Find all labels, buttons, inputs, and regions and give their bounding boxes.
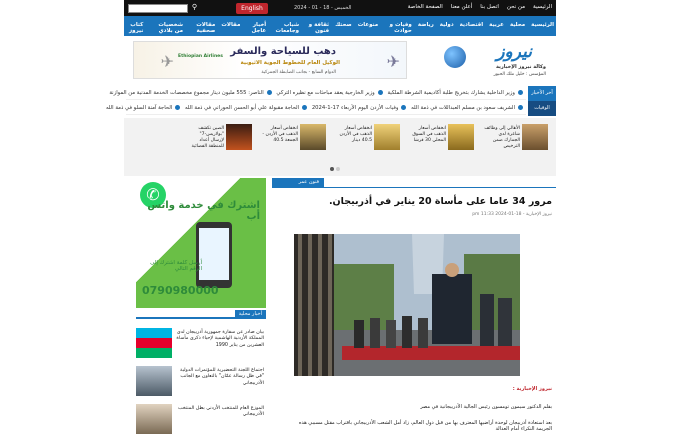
whatsapp-headline: اشترك في خدمة واتس أب bbox=[147, 200, 260, 222]
banner-title: دهب للسياحة والسفر bbox=[230, 46, 336, 57]
card-thumbnail bbox=[522, 124, 548, 150]
slider-card[interactable] bbox=[188, 124, 252, 168]
banner-subtitle: الوكيل العام للخطوط الجوية الاثيوبية bbox=[240, 60, 340, 66]
article-paragraph: بقلم الدكتور سيمون تومسون رئيس الجالية الأذربيجانية في مصر bbox=[420, 404, 552, 410]
ticker-row-latest bbox=[109, 87, 526, 100]
wreath-ceremony-photo bbox=[294, 234, 520, 376]
ticker-item[interactable]: وفيات الأردن اليوم الأربعاء 17-1-2024 bbox=[311, 105, 399, 111]
bullet-icon bbox=[401, 105, 406, 110]
nav-item[interactable]: ثقافة و فنون bbox=[308, 22, 330, 34]
search-icon[interactable]: ⚲ bbox=[191, 3, 197, 11]
bullet-icon bbox=[378, 90, 383, 95]
news-thumbnail bbox=[136, 404, 172, 434]
nav-item[interactable]: أخبار عاجل bbox=[251, 22, 267, 34]
ticker-label-obituaries: الوفيات bbox=[528, 101, 556, 116]
bullet-icon bbox=[518, 90, 523, 95]
list-item-text: الموزع العام للمنتخب الأردني بطل المنتخب الأذربيجاني bbox=[178, 406, 264, 418]
local-news-header bbox=[136, 310, 266, 319]
ticker-label-latest: آخر الأخبار bbox=[531, 90, 553, 96]
nav-item[interactable]: محلية bbox=[509, 22, 526, 28]
slider-card[interactable] bbox=[336, 124, 400, 168]
news-thumbnail bbox=[136, 366, 172, 396]
slider-card[interactable] bbox=[262, 124, 326, 168]
bullet-icon bbox=[175, 105, 180, 110]
whatsapp-icon: ✆ bbox=[140, 182, 166, 208]
whatsapp-subtitle: أرسل كلمة اشترك إلى الرقم التالي bbox=[150, 260, 202, 272]
ticker-item[interactable]: وزير الخارجية يعقد مباحثات مع نظيره التركي bbox=[276, 90, 375, 96]
card-text: انخفاض أسعار الذهب في الأردن 40.5 دينار bbox=[339, 126, 372, 143]
azerbaijan-flag-thumbnail bbox=[136, 328, 172, 358]
top-link[interactable]: من نحن bbox=[506, 4, 526, 10]
card-thumbnail bbox=[300, 124, 326, 150]
slider-dots bbox=[330, 166, 342, 170]
airline-name: Ethiopian Airlines bbox=[178, 54, 223, 59]
header bbox=[124, 36, 556, 84]
list-item[interactable] bbox=[136, 404, 266, 438]
airline-logo-icon: ✈ bbox=[160, 52, 174, 71]
banner-note: الدوام السابع - بجانب الضابطة الجمركية bbox=[261, 70, 336, 75]
slider-dot[interactable] bbox=[336, 167, 340, 171]
nav-item[interactable]: كتاب نيروز bbox=[129, 22, 144, 34]
top-links bbox=[408, 4, 552, 10]
bullet-icon bbox=[518, 105, 523, 110]
site-logo[interactable] bbox=[430, 40, 550, 80]
local-news-title: أخبار محلية bbox=[235, 310, 266, 319]
ad-banner[interactable] bbox=[133, 41, 407, 79]
top-link[interactable]: اتصل بنا bbox=[480, 4, 499, 10]
article bbox=[272, 178, 556, 436]
ticker-item[interactable]: وزير الداخلية يشارك بتخريج طلبة أكاديمية الشرطة الملكية bbox=[387, 90, 515, 96]
top-bar bbox=[124, 0, 556, 16]
ticker-item[interactable]: الناصر: 555 مليون دينار مجموع مخصصات الخدمة المدنية من الموازنة bbox=[109, 90, 264, 96]
card-text: الصين تكشف "بولاريس-7" لإرسال أعداد للمنطقة الفضائية bbox=[191, 126, 224, 149]
local-news bbox=[136, 310, 266, 436]
nav-item[interactable]: عربية bbox=[489, 22, 504, 28]
site-name: نيروز bbox=[496, 42, 532, 62]
nav-item[interactable]: مقالات bbox=[221, 22, 241, 28]
article-title: مرور 34 عاما على مأساة 20 يناير في أذربيجان. bbox=[328, 196, 552, 207]
nav-item[interactable]: اقتصادية bbox=[459, 22, 484, 28]
article-source: نيروز الإخبارية : bbox=[512, 386, 552, 392]
card-thumbnail bbox=[448, 124, 474, 150]
whatsapp-ad[interactable] bbox=[136, 178, 266, 308]
divider bbox=[272, 187, 556, 188]
top-link[interactable]: الصفحة الخاصة bbox=[407, 4, 443, 10]
card-text: الأهالي إلى وظائف شاغرة لدى الجمارك ضمن الترخيص bbox=[484, 126, 520, 149]
search-input[interactable] bbox=[128, 4, 188, 13]
list-item[interactable] bbox=[136, 328, 266, 362]
whatsapp-number: 0790980000 bbox=[142, 284, 219, 297]
article-meta: نيروز الإخبارية - 18-01-2024 11:33 pm bbox=[472, 212, 552, 217]
slider-card[interactable] bbox=[410, 124, 474, 168]
card-thumbnail bbox=[374, 124, 400, 150]
nav-item[interactable]: منوعات bbox=[357, 22, 379, 28]
airplane-icon: ✈ bbox=[386, 52, 400, 71]
nav-item[interactable]: شباب وجامعات bbox=[275, 22, 300, 34]
ticker-item[interactable]: الحاجة آمنة السلو في ذمة الله bbox=[105, 105, 173, 111]
ticker-item[interactable]: الشريف سعود بن مسلم العبداللات في ذمة الله bbox=[411, 105, 515, 111]
news-tickers bbox=[105, 86, 556, 116]
site-founder: المؤسس : خليل ملك الحبور bbox=[493, 72, 546, 77]
article-category[interactable]: فنون عمر العرموطي bbox=[272, 178, 324, 187]
nav-item[interactable]: الرئيسية bbox=[531, 22, 554, 28]
nav-item[interactable]: وفيات و حوادث bbox=[389, 22, 412, 34]
nav-item[interactable]: مقالات صحفية bbox=[196, 22, 216, 34]
card-text: انخفاض أسعار الذهب في الأردن - الجمعة 40.5 bbox=[262, 126, 298, 143]
article-paragraph: بعد استعادة أذربيجان لوحدة أراضيها المعترف بها من قبل دول العالم، زاد أمل الشعب الأذربيجاني باقتراب مقتل مسببي هذه الجريمة النكراء أمام العدالة bbox=[298, 420, 552, 432]
list-item[interactable] bbox=[136, 366, 266, 400]
site-subtitle: وكالة نيروز الإخبارية bbox=[495, 64, 546, 70]
ticker-item[interactable]: الحاجة مقبولة علي أبو الحسن الحوراني في ذمة الله bbox=[185, 105, 300, 111]
ticker-labels bbox=[528, 86, 556, 116]
main-nav bbox=[124, 16, 556, 36]
slider-card[interactable] bbox=[484, 124, 548, 168]
slider-dot[interactable] bbox=[330, 167, 334, 171]
bullet-icon bbox=[267, 90, 272, 95]
nav-item[interactable]: رياضة bbox=[417, 22, 434, 28]
current-date: الخميس - 18 - 01 - 2024 bbox=[294, 5, 352, 11]
list-item-text: اجتماع اللجنة التحضيرية للمؤتمرات الدولية "في ظل رسالة عمّان" بالتعاون مع الجانب الأذربيجاني bbox=[180, 368, 264, 386]
nav-item[interactable]: دولية bbox=[439, 22, 454, 28]
phone-icon bbox=[196, 222, 232, 288]
bullet-icon bbox=[302, 105, 307, 110]
card-thumbnail bbox=[226, 124, 252, 150]
english-button[interactable]: English bbox=[236, 3, 268, 14]
top-link[interactable]: أعلن معنا bbox=[450, 4, 473, 10]
top-link[interactable]: الرئيسية bbox=[533, 4, 552, 10]
nav-item[interactable]: صحتك bbox=[335, 22, 352, 28]
list-item-text: بيان صادر عن سفارة جمهورية أذربيجان لدى المملكة الأردنية الهاشمية لإحياء ذكرى مأساة العشرين من يناير 1990 bbox=[176, 330, 264, 348]
card-text: انخفاض أسعار الذهب في السوق المحلي 30 قرشا bbox=[412, 126, 446, 143]
article-photo bbox=[294, 234, 520, 376]
globe-icon bbox=[444, 46, 466, 68]
ticker-row-obituaries bbox=[105, 102, 526, 115]
nav-item[interactable]: شخصيات من بلادي bbox=[158, 22, 184, 34]
